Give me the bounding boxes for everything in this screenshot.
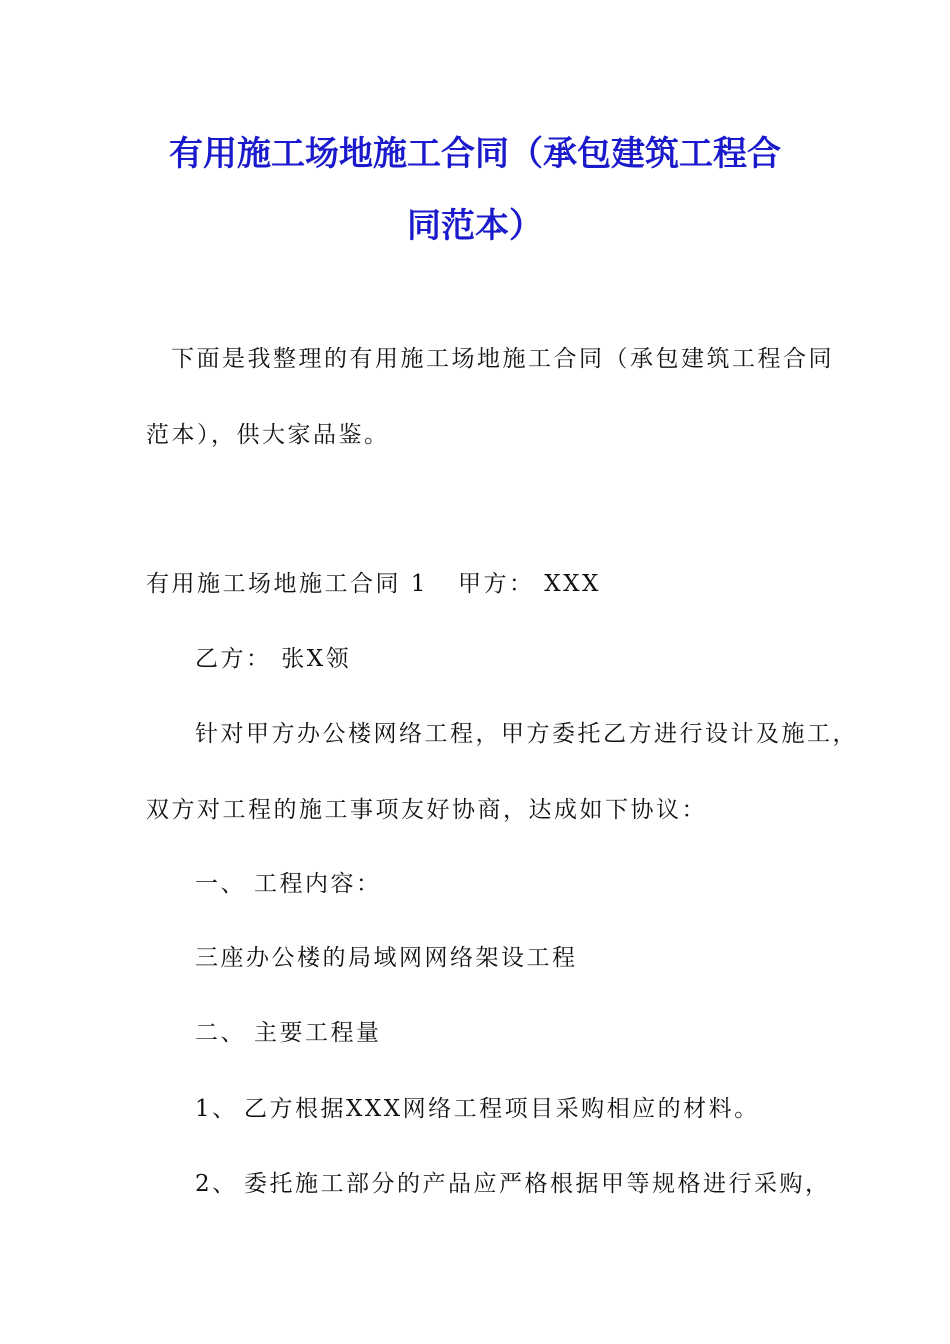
section-1-number: 一、	[195, 871, 246, 897]
section-1-title: 工程内容：	[254, 871, 382, 897]
section-2-number: 二、	[195, 1020, 246, 1046]
document-title-line-2: 同范本）	[407, 206, 543, 246]
section-1-body: 三座办公楼的局域网网络架设工程	[195, 945, 578, 971]
paragraph-1-line-1: 针对甲方办公楼网络工程，甲方委托乙方进行设计及施工，	[195, 721, 858, 747]
item-2-text: 委托施工部分的产品应严格根据甲等规格进行采购，	[244, 1171, 831, 1197]
contract-heading: 有用施工场地施工合同 1	[146, 571, 428, 597]
intro-paragraph-line-1: 下面是我整理的有用施工场地施工合同（承包建筑工程合同	[171, 346, 834, 372]
party-a: 甲方： XXX	[458, 571, 601, 597]
item-1-text: 乙方根据XXX网络工程项目采购相应的材料。	[244, 1096, 760, 1122]
section-2-title: 主要工程量	[254, 1020, 382, 1046]
party-b: 乙方： 张X领	[195, 646, 352, 672]
paragraph-1-line-2: 双方对工程的施工事项友好协商，达成如下协议：	[146, 797, 707, 823]
item-2-number: 2、	[195, 1171, 238, 1197]
document-title-line-1: 有用施工场地施工合同（承包建筑工程合	[169, 134, 781, 174]
item-1-number: 1、	[195, 1096, 238, 1122]
intro-paragraph-line-2: 范本），供大家品鉴。	[146, 422, 390, 448]
